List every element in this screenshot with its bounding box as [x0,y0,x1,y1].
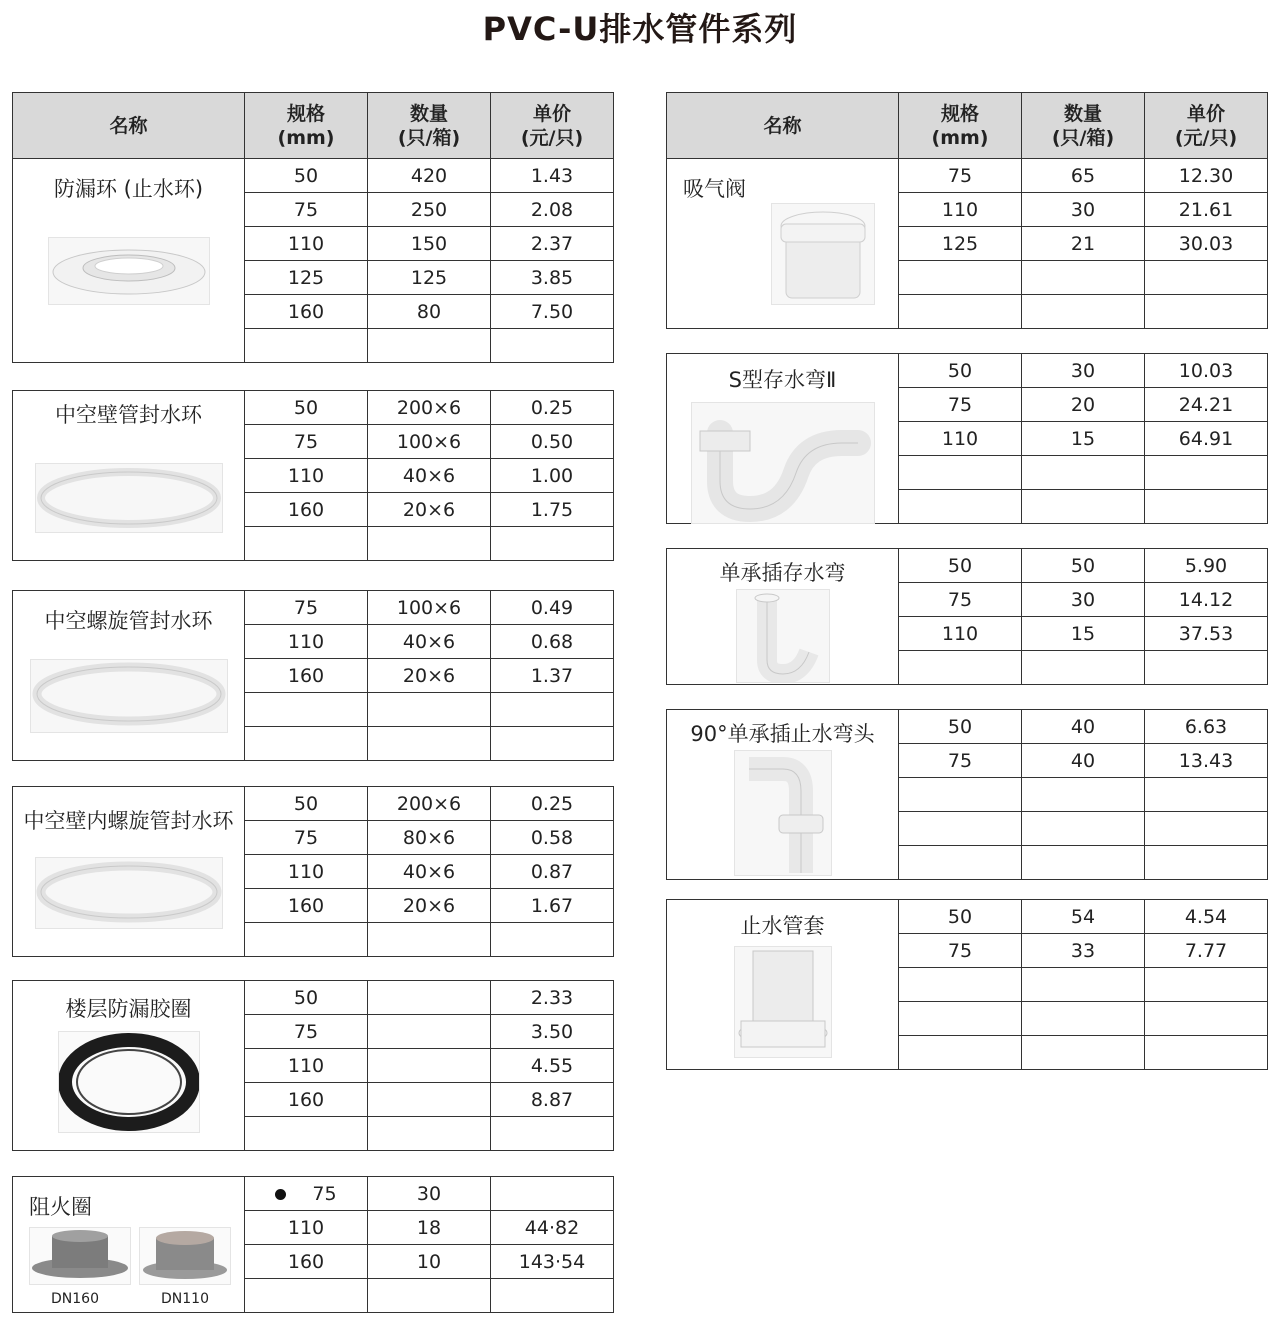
product-table-louceng [12,980,614,1151]
empty-cell [899,295,1022,329]
spec-cell: 75 [245,1015,368,1049]
product-name: 单承插存水弯 [719,561,846,585]
air-valve-image [771,203,875,305]
empty-cell [899,1036,1022,1070]
price-cell: 1.43 [491,159,614,193]
spec-value: 75 [312,1182,337,1205]
spec-cell: 160 [245,659,368,693]
qty-cell: 10 [368,1245,491,1279]
price-cell: 7.50 [491,295,614,329]
qty-cell: 125 [368,261,491,295]
spec-cell: 110 [245,1211,368,1245]
qty-cell: 30 [1022,193,1145,227]
price-cell: 3.85 [491,261,614,295]
qty-cell: 80 [368,295,491,329]
spec-cell: 160 [245,889,368,923]
qty-cell: 21 [1022,227,1145,261]
price-cell: 1.67 [491,889,614,923]
price-cell: 143·54 [491,1245,614,1279]
empty-cell [491,727,614,761]
spec-cell: 50 [245,981,368,1015]
spec-cell: 75 [899,744,1022,778]
qty-cell: 65 [1022,159,1145,193]
empty-cell [245,693,368,727]
product-name: 楼层防漏胶圈 [65,997,192,1021]
empty-cell [1145,456,1268,490]
qty-cell: 250 [368,193,491,227]
spec-cell: 110 [899,193,1022,227]
page-title: PVC-U排水管件系列 [482,10,798,48]
empty-cell [368,693,491,727]
spec-cell: 50 [899,710,1022,744]
product-table-zhishuiguantao [666,899,1268,1070]
spec-cell: 160 [245,1083,368,1117]
empty-cell [245,1279,368,1313]
empty-cell [1145,968,1268,1002]
header-price: 单价 (元/只) [1145,93,1268,159]
product-name-cell [13,159,245,363]
product-table-zuhuoquan [12,1176,614,1313]
qty-cell: 20 [1022,388,1145,422]
qty-cell: 15 [1022,617,1145,651]
price-cell: 10.03 [1145,354,1268,388]
product-table-zhongkongbi [12,390,614,561]
header-name: 名称 [667,93,899,159]
price-cell: 0.58 [491,821,614,855]
empty-cell [245,329,368,363]
empty-cell [1022,651,1145,685]
qty-cell: 30 [1022,354,1145,388]
price-cell: 4.55 [491,1049,614,1083]
qty-cell [368,1083,491,1117]
header-name: 名称 [13,93,245,159]
empty-cell [491,1117,614,1151]
qty-cell: 40×6 [368,625,491,659]
sealing-ring-image [35,857,223,929]
header-spec: 规格 (mm) [899,93,1022,159]
qty-cell [368,981,491,1015]
product-name-cell [13,981,245,1151]
empty-cell [1145,651,1268,685]
empty-cell [245,923,368,957]
elbow-image [734,750,832,876]
qty-cell: 15 [1022,422,1145,456]
spec-cell: 75 [245,425,368,459]
price-cell: 1.75 [491,493,614,527]
empty-cell [368,727,491,761]
spec-cell: 50 [899,549,1022,583]
price-cell: 0.49 [491,591,614,625]
qty-cell: 40×6 [368,855,491,889]
product-name-cell [13,391,245,561]
product-table-danchengcha [666,548,1268,685]
product-name-cell [667,710,899,880]
price-cell: 24.21 [1145,388,1268,422]
empty-cell [368,527,491,561]
price-cell: 21.61 [1145,193,1268,227]
spec-cell: 75 [899,583,1022,617]
price-cell: 0.87 [491,855,614,889]
qty-cell: 54 [1022,900,1145,934]
product-name: 中空螺旋管封水环 [44,609,213,633]
spec-cell: 75 [899,934,1022,968]
price-cell: 3.50 [491,1015,614,1049]
product-name: 吸气阀 [683,177,746,201]
qty-cell: 30 [368,1177,491,1211]
price-cell: 64.91 [1145,422,1268,456]
spec-cell: 160 [245,1245,368,1279]
product-name: S型存水弯Ⅱ [728,368,837,392]
product-name-cell [667,159,899,329]
dn110-label: DN110 [161,1291,209,1307]
empty-cell [899,846,1022,880]
empty-cell [1145,812,1268,846]
price-cell: 37.53 [1145,617,1268,651]
price-cell: 14.12 [1145,583,1268,617]
product-name-cell [13,591,245,761]
spec-cell: 160 [245,295,368,329]
empty-cell [1022,1002,1145,1036]
water-stop-sleeve-image [734,946,832,1058]
empty-cell [245,527,368,561]
s-trap-image [691,402,875,524]
price-cell: 0.25 [491,391,614,425]
product-name-cell [13,1177,245,1313]
spec-cell: 75 [245,821,368,855]
spec-cell [245,1177,368,1211]
product-name: 中空壁管封水环 [55,403,202,427]
empty-cell [1145,778,1268,812]
dn160-label: DN160 [51,1291,99,1307]
product-name-cell [667,900,899,1070]
spec-cell: 110 [899,422,1022,456]
product-name-cell [13,787,245,957]
spec-cell: 110 [245,855,368,889]
empty-cell [899,651,1022,685]
empty-cell [1022,261,1145,295]
price-cell: 5.90 [1145,549,1268,583]
leak-ring-image [48,237,210,305]
product-table-sxing [666,353,1268,524]
price-cell: 0.25 [491,787,614,821]
empty-cell [491,923,614,957]
product-table-neiluoxuan [12,786,614,957]
qty-cell: 200×6 [368,391,491,425]
qty-cell [368,1015,491,1049]
sealing-ring-image [35,463,223,533]
price-cell: 1.37 [491,659,614,693]
empty-cell [1022,295,1145,329]
product-name: 防漏环 (止水环) [53,177,204,201]
empty-cell [1022,456,1145,490]
empty-cell [491,527,614,561]
empty-cell [1022,1036,1145,1070]
single-socket-trap-image [736,589,830,683]
spec-cell: 75 [899,388,1022,422]
price-cell: 30.03 [1145,227,1268,261]
header-spec: 规格 (mm) [245,93,368,159]
qty-cell [368,1049,491,1083]
empty-cell [491,693,614,727]
empty-cell [899,778,1022,812]
empty-cell [1022,846,1145,880]
empty-cell [245,727,368,761]
qty-cell: 150 [368,227,491,261]
empty-cell [1145,1002,1268,1036]
empty-cell [1145,490,1268,524]
qty-cell: 420 [368,159,491,193]
spec-cell: 50 [899,900,1022,934]
spec-cell: 110 [245,625,368,659]
qty-cell: 200×6 [368,787,491,821]
empty-cell [1145,1036,1268,1070]
header-price: 单价 (元/只) [491,93,614,159]
fire-collar-dn110-image [139,1227,231,1285]
spec-cell: 110 [899,617,1022,651]
spec-cell: 125 [245,261,368,295]
product-name: 中空壁内螺旋管封水环 [23,809,234,833]
qty-cell: 100×6 [368,591,491,625]
empty-cell [491,1279,614,1313]
price-cell [491,1177,614,1211]
spec-cell: 75 [245,193,368,227]
empty-cell [1145,261,1268,295]
header-qty: 数量 (只/箱) [1022,93,1145,159]
qty-cell: 30 [1022,583,1145,617]
price-cell: 6.63 [1145,710,1268,744]
qty-cell: 20×6 [368,493,491,527]
empty-cell [368,1117,491,1151]
spec-cell: 50 [245,159,368,193]
empty-cell [899,456,1022,490]
price-cell: 1.00 [491,459,614,493]
header-qty: 数量 (只/箱) [368,93,491,159]
empty-cell [1022,778,1145,812]
empty-cell [368,329,491,363]
empty-cell [1022,968,1145,1002]
product-table-wantou90 [666,709,1268,880]
empty-cell [1022,812,1145,846]
spec-cell: 75 [899,159,1022,193]
product-name: 止水管套 [740,914,825,938]
qty-cell: 20×6 [368,889,491,923]
empty-cell [899,812,1022,846]
price-cell: 8.87 [491,1083,614,1117]
empty-cell [1145,846,1268,880]
price-cell: 2.33 [491,981,614,1015]
empty-cell [245,1117,368,1151]
spec-cell: 110 [245,459,368,493]
price-cell: 0.50 [491,425,614,459]
qty-cell: 33 [1022,934,1145,968]
qty-cell: 50 [1022,549,1145,583]
spec-cell: 110 [245,1049,368,1083]
spec-cell: 50 [245,787,368,821]
product-name: 90°单承插止水弯头 [690,722,875,746]
price-cell: 0.68 [491,625,614,659]
empty-cell [1145,295,1268,329]
spec-cell: 50 [899,354,1022,388]
rubber-ring-image [58,1031,200,1133]
price-cell: 2.08 [491,193,614,227]
qty-cell: 40 [1022,710,1145,744]
empty-cell [899,490,1022,524]
sealing-ring-image [30,659,228,733]
price-cell: 12.30 [1145,159,1268,193]
spec-cell: 160 [245,493,368,527]
fire-collar-dn160-image [29,1227,131,1285]
spec-cell: 125 [899,227,1022,261]
empty-cell [899,261,1022,295]
product-table-xiqifa [666,92,1268,329]
product-table-luoxuan [12,590,614,761]
empty-cell [1022,490,1145,524]
price-cell: 2.37 [491,227,614,261]
spec-cell: 50 [245,391,368,425]
qty-cell: 40 [1022,744,1145,778]
qty-cell: 80×6 [368,821,491,855]
price-cell: 7.77 [1145,934,1268,968]
price-cell: 44·82 [491,1211,614,1245]
product-name-cell [667,354,899,524]
spec-cell: 110 [245,227,368,261]
product-table-fanglouhuan [12,92,614,363]
product-name: 阻火圈 [29,1195,92,1219]
empty-cell [368,1279,491,1313]
price-cell: 13.43 [1145,744,1268,778]
qty-cell: 18 [368,1211,491,1245]
empty-cell [491,329,614,363]
empty-cell [899,968,1022,1002]
empty-cell [899,1002,1022,1036]
qty-cell: 100×6 [368,425,491,459]
empty-cell [368,923,491,957]
product-name-cell [667,549,899,685]
qty-cell: 20×6 [368,659,491,693]
qty-cell: 40×6 [368,459,491,493]
spec-cell: 75 [245,591,368,625]
price-cell: 4.54 [1145,900,1268,934]
bullet-dot-icon [275,1189,286,1200]
